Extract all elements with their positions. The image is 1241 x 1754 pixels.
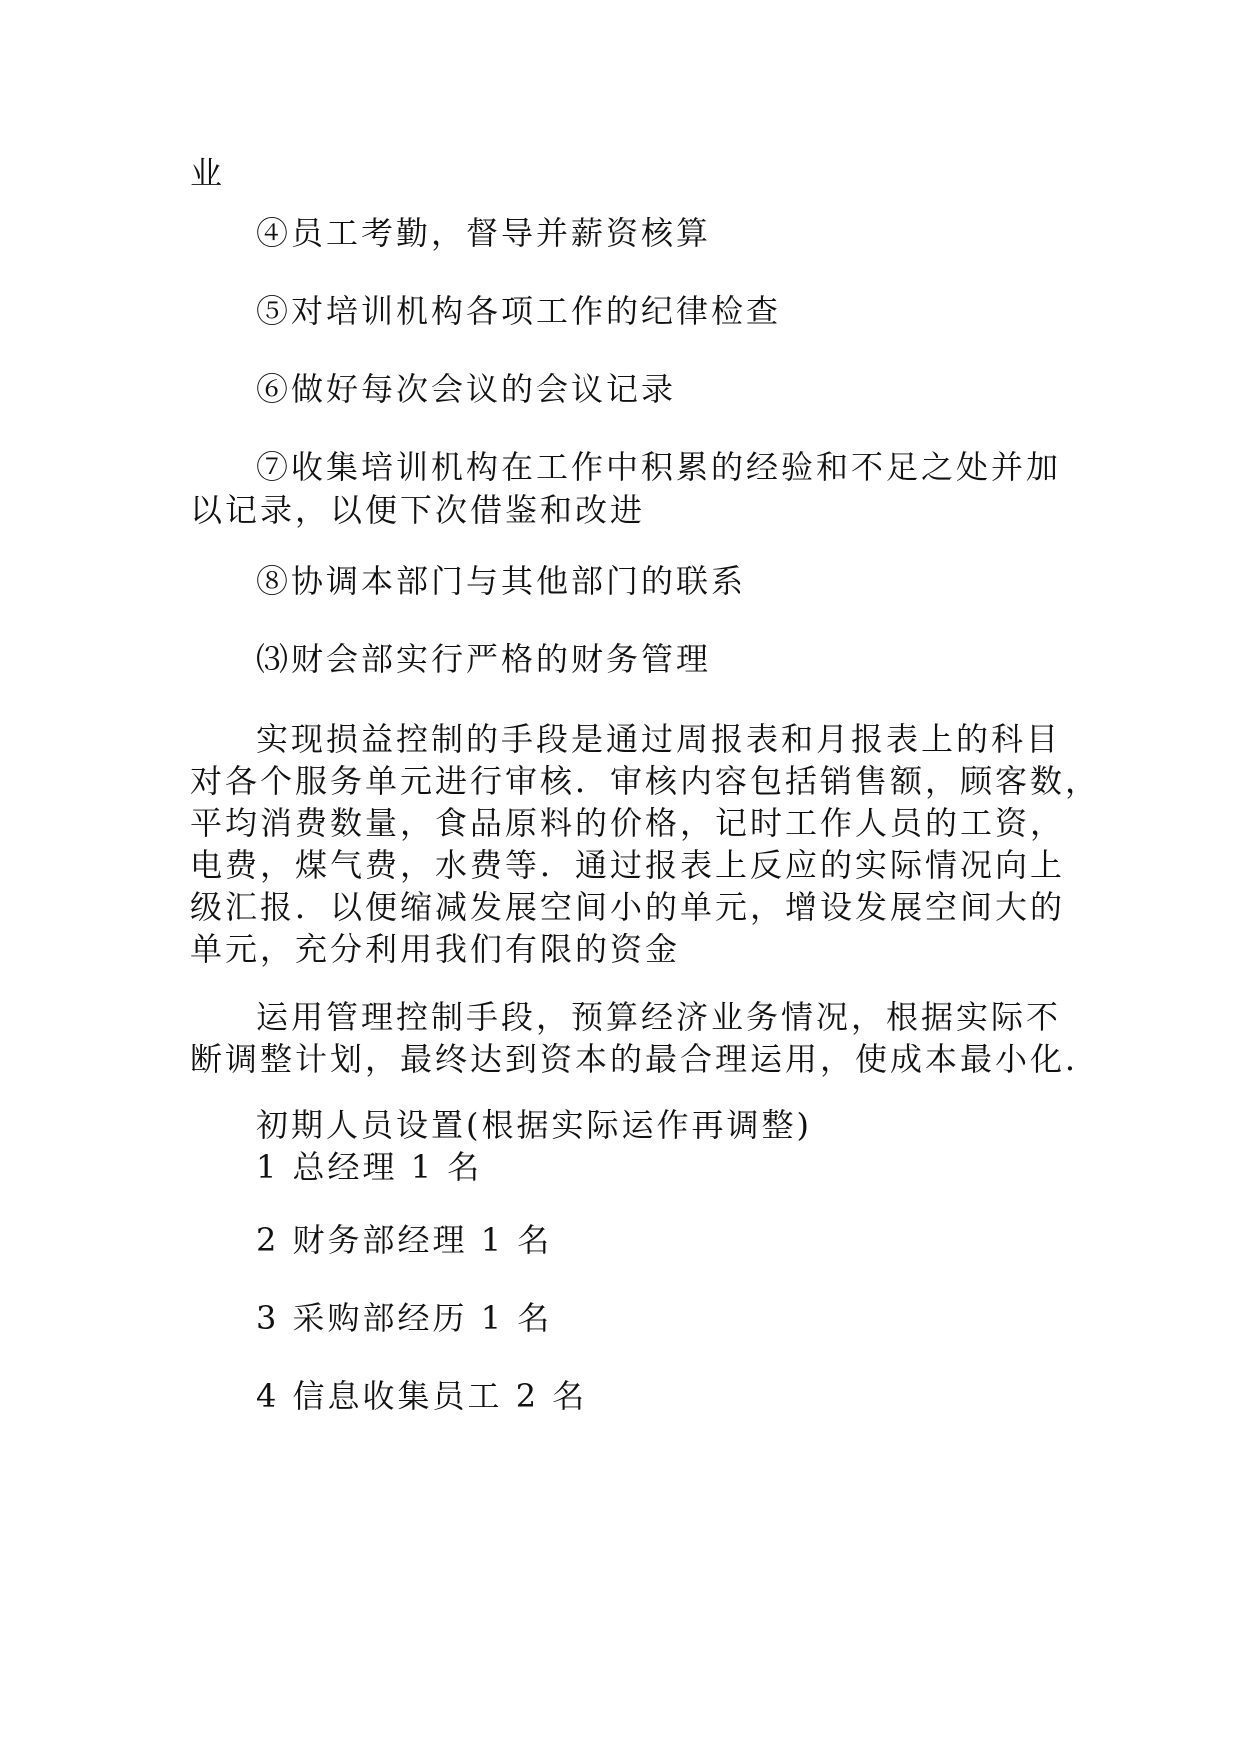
paragraph-line: 级汇报．以便缩减发展空间小的单元，增设发展空间大的	[190, 888, 1066, 926]
staffing-item-4: 4 信息收集员工 2 名	[256, 1377, 588, 1415]
staffing-item-2: 2 财务部经理 1 名	[256, 1221, 553, 1259]
paragraph-line: 运用管理控制手段，预算经济业务情况，根据实际不	[256, 998, 1062, 1036]
paragraph-line: 实现损益控制的手段是通过周报表和月报表上的科目	[256, 720, 1062, 758]
paragraph-line: 断调整计划，最终达到资本的最合理运用，使成本最小化．	[190, 1040, 1101, 1078]
staffing-item-1: 1 总经理 1 名	[256, 1148, 483, 1186]
list-item-5: ⑤对培训机构各项工作的纪律检查	[256, 292, 782, 330]
list-item-7: ⑦收集培训机构在工作中积累的经验和不足之处并加	[256, 448, 1062, 486]
paragraph-line: 对各个服务单元进行审核．审核内容包括销售额，顾客数，	[190, 762, 1101, 800]
list-item-8: ⑧协调本部门与其他部门的联系	[256, 562, 747, 600]
list-item-4: ④员工考勤，督导并薪资核算	[256, 214, 712, 252]
list-item-7-continuation: 以记录，以便下次借鉴和改进	[190, 491, 646, 529]
staffing-item-3: 3 采购部经历 1 名	[256, 1299, 553, 1337]
list-item-6: ⑥做好每次会议的会议记录	[256, 370, 677, 408]
text-line-continuation: 业	[190, 154, 226, 192]
paragraph-line: 电费，煤气费，水费等．通过报表上反应的实际情况向上	[190, 846, 1066, 884]
staffing-heading: 初期人员设置(根据实际运作再调整)	[256, 1106, 812, 1144]
paragraph-line: 平均消费数量，食品原料的价格，记时工作人员的工资，	[190, 804, 1066, 842]
paragraph-line: 单元，充分利用我们有限的资金	[190, 930, 681, 968]
section-heading-finance: ⑶财会部实行严格的财务管理	[256, 640, 712, 678]
